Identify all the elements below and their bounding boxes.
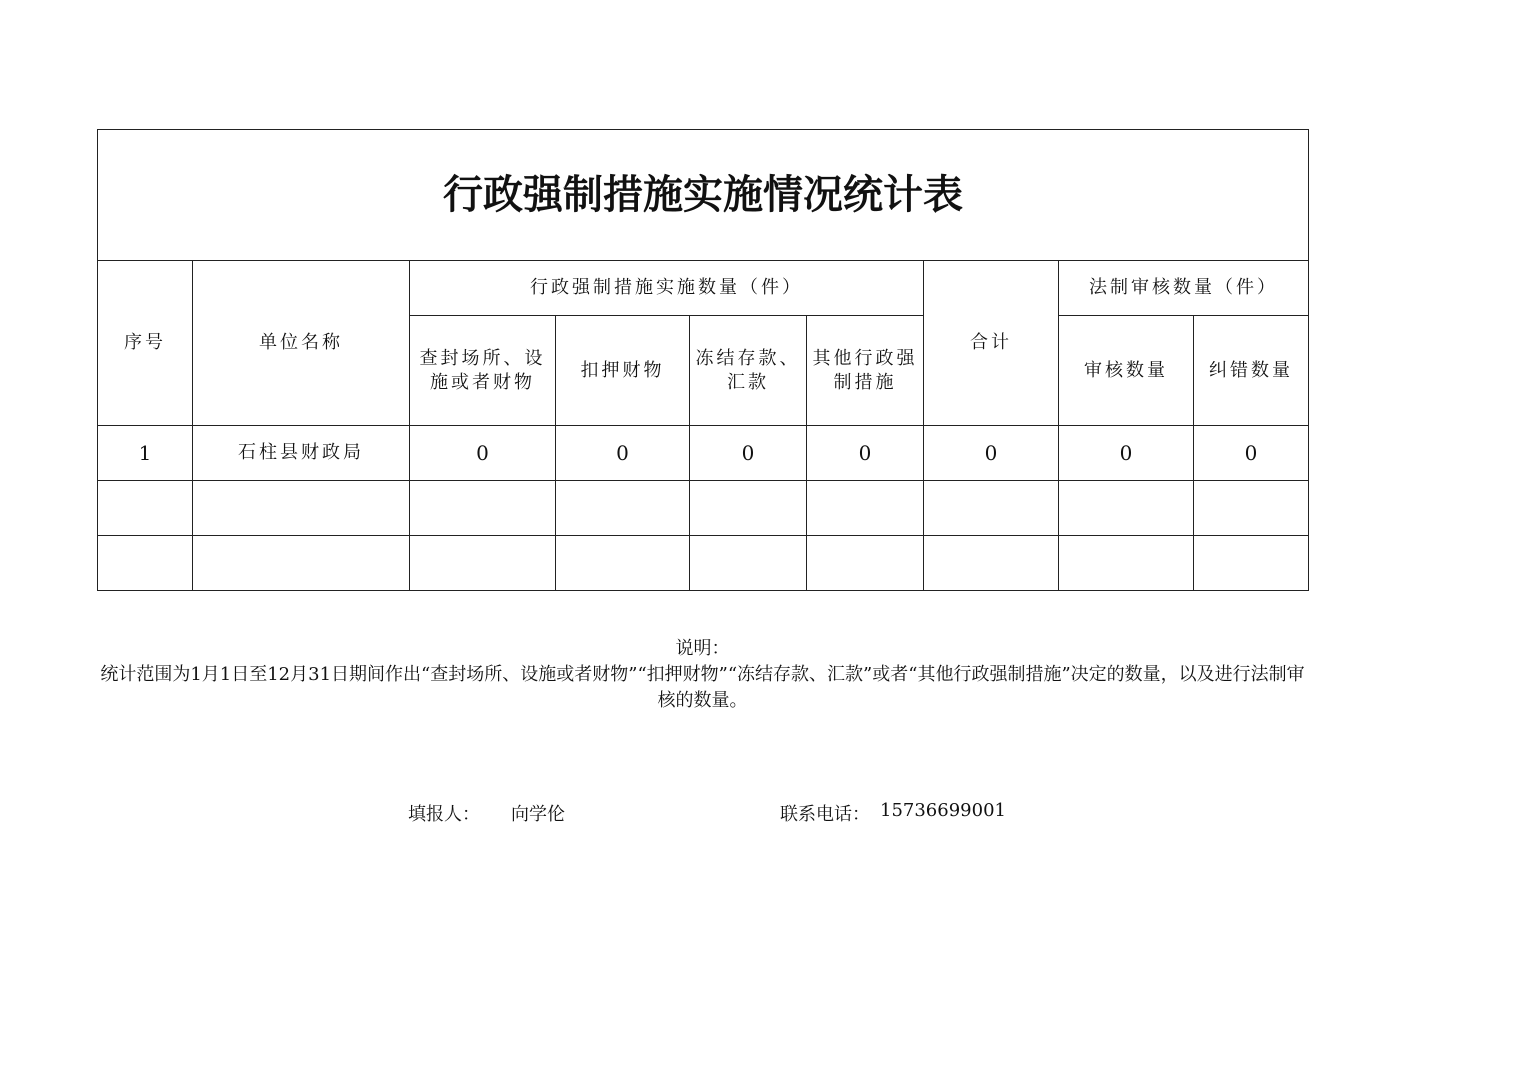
cell-unit-name (193, 536, 410, 591)
cell-freeze: 0 (690, 426, 807, 481)
header-seize: 扣押财物 (556, 316, 690, 426)
cell-other (807, 536, 924, 591)
header-total: 合计 (924, 261, 1059, 426)
cell-seal (410, 536, 556, 591)
cell-total (924, 536, 1059, 591)
table-row (98, 536, 1309, 591)
cell-freeze (690, 536, 807, 591)
header-freeze: 冻结存款、汇款 (690, 316, 807, 426)
note-text: 统计范围为1月1日至12月31日期间作出“查封场所、设施或者财物”“扣押财物”“冻结存款、汇款”或者“其他行政强制措施”决定的数量，以及进行法制审核的数量。 (100, 664, 1305, 711)
cell-unit-name (193, 481, 410, 536)
cell-seal: 0 (410, 426, 556, 481)
header-other: 其他行政强制措施 (807, 316, 924, 426)
header-correction-count: 纠错数量 (1194, 316, 1309, 426)
cell-other (807, 481, 924, 536)
cell-seize (556, 536, 690, 591)
cell-other: 0 (807, 426, 924, 481)
header-unit-name: 单位名称 (193, 261, 410, 426)
table-row (98, 426, 1309, 481)
filler-name: 向学伦 (511, 804, 565, 825)
note-heading: 说明： (675, 638, 730, 659)
cell-correction-count (1194, 481, 1309, 536)
explanation-note (100, 636, 1305, 714)
filler-label: 填报人： (408, 804, 480, 825)
header-seq: 序号 (98, 261, 193, 426)
phone-label: 联系电话： (780, 804, 870, 825)
cell-seq: 1 (98, 426, 193, 481)
cell-review-count (1059, 481, 1194, 536)
table-title: 行政强制措施实施情况统计表 (98, 130, 1309, 261)
cell-review-count: 0 (1059, 426, 1194, 481)
cell-seq (98, 481, 193, 536)
header-review-group: 法制审核数量（件） (1059, 261, 1309, 316)
cell-seq (98, 536, 193, 591)
cell-correction-count: 0 (1194, 426, 1309, 481)
phone-number: 15736699001 (880, 800, 1006, 821)
header-review-count: 审核数量 (1059, 316, 1194, 426)
header-enforcement-group: 行政强制措施实施数量（件） (410, 261, 924, 316)
header-seal: 查封场所、设施或者财物 (410, 316, 556, 426)
cell-unit-name: 石柱县财政局 (193, 426, 410, 481)
cell-total: 0 (924, 426, 1059, 481)
cell-correction-count (1194, 536, 1309, 591)
cell-seize: 0 (556, 426, 690, 481)
cell-freeze (690, 481, 807, 536)
statistics-table (97, 129, 1309, 591)
cell-seize (556, 481, 690, 536)
table-row (98, 481, 1309, 536)
cell-seal (410, 481, 556, 536)
cell-total (924, 481, 1059, 536)
cell-review-count (1059, 536, 1194, 591)
